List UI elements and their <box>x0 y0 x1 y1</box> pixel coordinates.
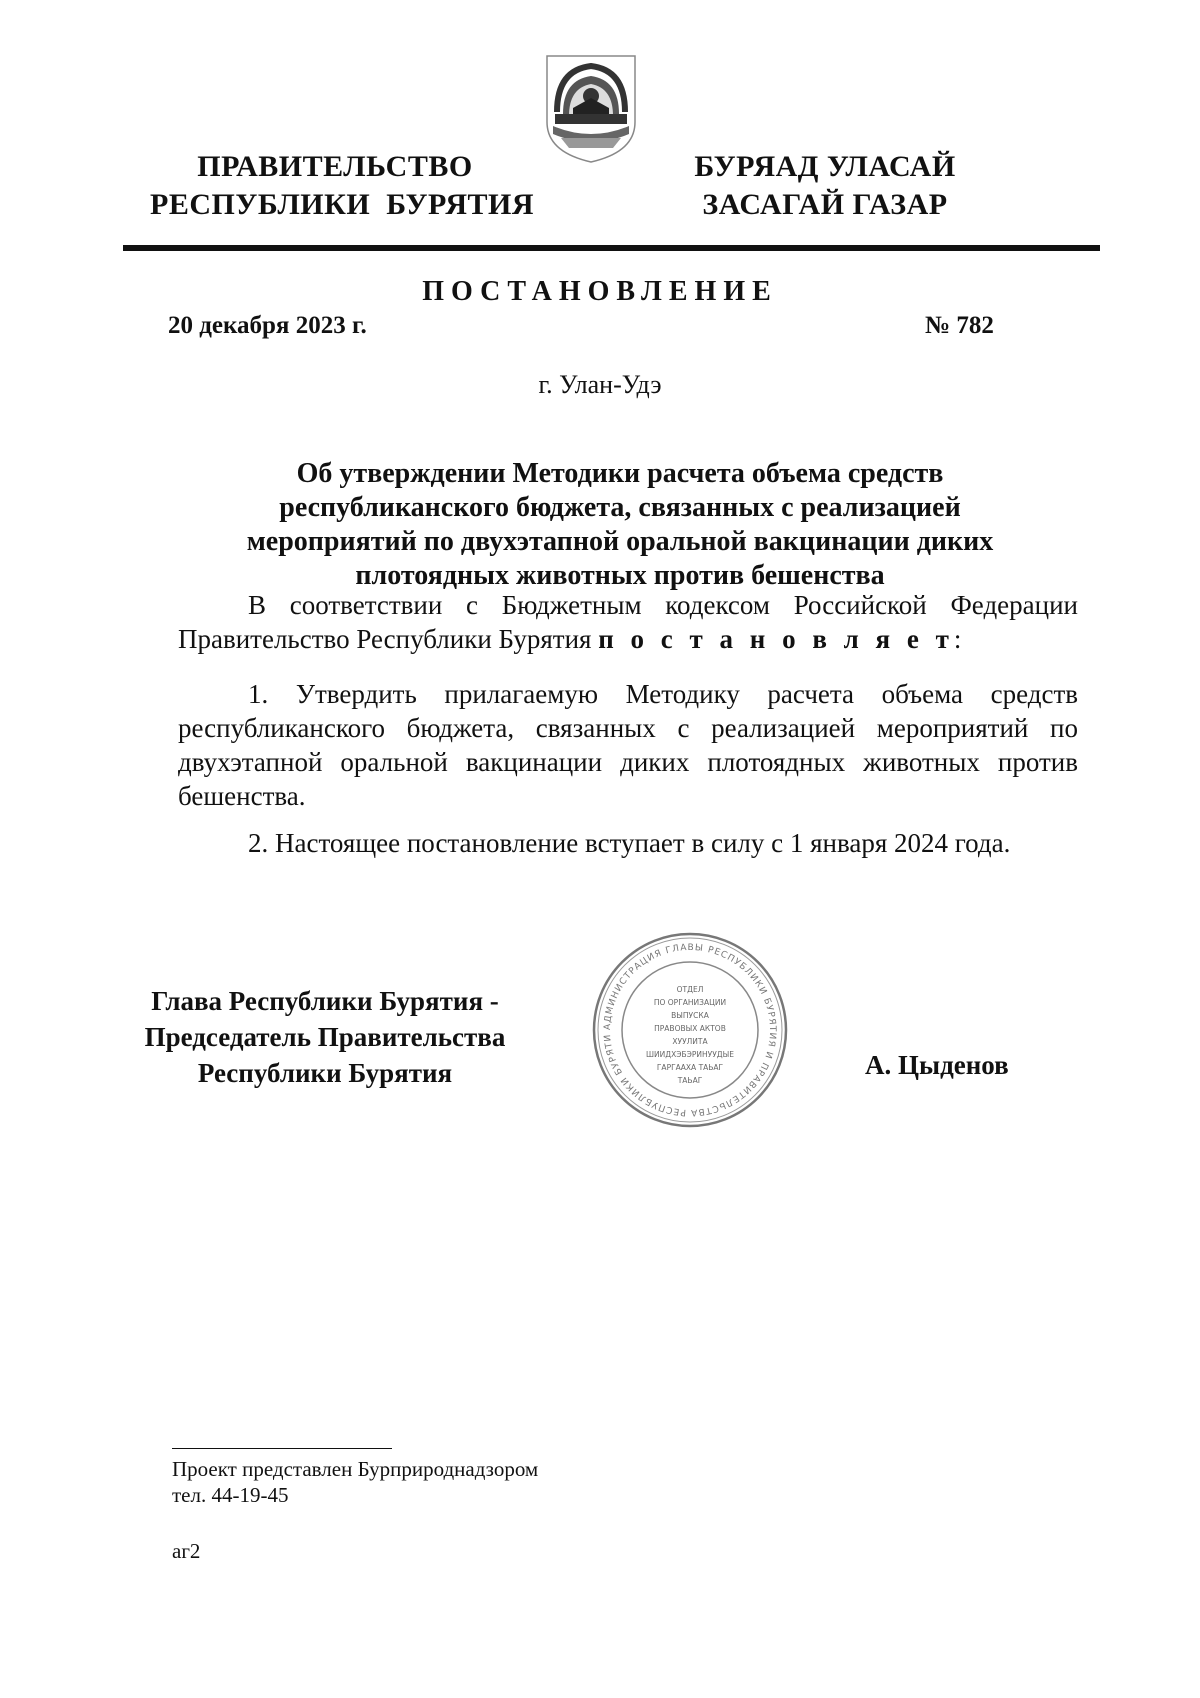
official-stamp <box>590 930 790 1130</box>
footer-note-line1: Проект представлен Бурприроднадзором <box>172 1457 539 1481</box>
footer-code: аг2 <box>172 1539 201 1563</box>
header-left-line1: ПРАВИТЕЛЬСТВО <box>197 150 473 183</box>
position-line1: Глава Республики Бурятия - <box>151 986 499 1016</box>
stamp-inner-line: ПРАВОВЫХ АКТОВ <box>654 1024 726 1033</box>
stamp-inner-line: ПО ОРГАНИЗАЦИИ <box>653 998 727 1007</box>
position-line3: Республики Бурятия <box>197 1058 453 1088</box>
header-right-line1: БУРЯАД УЛАСАЙ <box>694 150 956 183</box>
header-right-line2: ЗАСАГАЙ ГАЗАР <box>702 188 948 221</box>
item-2-paragraph: 2. Настоящее постановление вступает в силу с 1 января 2024 года. <box>248 828 1011 858</box>
stamp-inner-line: ОТДЕЛ <box>676 985 704 994</box>
preamble-keyword: п о с т а н о в л я е т <box>598 624 954 654</box>
subject-line: Об утверждении Методики расчета объема средств <box>296 458 944 489</box>
stamp-ring-text: АДМИНИСТРАЦИЯ ГЛАВЫ РЕСПУБЛИКИ БУРЯТИЯ И ПРАВИТЕЛЬСТВА РЕСПУБЛИКИ БУРЯТИ <box>602 942 778 1118</box>
stamp-inner-line: ТАЬАГ <box>677 1076 703 1085</box>
position-line2: Председатель Правительства <box>144 1022 506 1052</box>
document-type-title: ПОСТАНОВЛЕНИЕ <box>422 276 778 307</box>
document-subject <box>215 457 1025 593</box>
document-city: г. Улан-Удэ <box>538 370 662 399</box>
preamble-paragraph <box>178 588 1078 656</box>
signatory-name: А. Цыденов <box>865 1050 1009 1080</box>
header-divider <box>123 245 1100 251</box>
preamble-end: : <box>953 624 962 654</box>
stamp-inner-line: ХУУЛИТА <box>672 1037 708 1046</box>
footer-note <box>172 1456 538 1508</box>
footer-divider <box>172 1448 392 1449</box>
preamble-text: В соответствии с Бюджетным кодексом Российской Федерации Правительство Республики Бурятия <box>178 590 1078 654</box>
signatory-position <box>130 983 520 1091</box>
subject-line: мероприятий по двухэтапной оральной вакцинации диких <box>246 526 994 557</box>
header-left <box>150 148 535 224</box>
subject-line: плотоядных животных против бешенства <box>355 560 885 591</box>
stamp-inner-line: ГАРГААХА ТАЬАГ <box>656 1063 724 1072</box>
subject-line: республиканского бюджета, связанных с реализацией <box>279 492 961 523</box>
footer-note-line2: тел. 44-19-45 <box>172 1483 289 1507</box>
header-right <box>690 148 960 224</box>
coat-of-arms-icon <box>543 52 639 164</box>
stamp-inner-line: ВЫПУСКА <box>671 1011 709 1020</box>
item-1-paragraph: 1. Утвердить прилагаемую Методику расчета объема средств республиканского бюджета, связанных с реализацией мероприятий по двухэтапной оральной вакцинации диких плотоядных животных против бешенства. <box>178 679 1078 811</box>
stamp-inner-line: ШИИДХЭБЭРИНУУДЫЕ <box>646 1050 734 1059</box>
document-number: № 782 <box>925 312 994 339</box>
header-left-line2: РЕСПУБЛИКИ БУРЯТИЯ <box>150 188 535 221</box>
document-date: 20 декабря 2023 г. <box>168 312 367 339</box>
